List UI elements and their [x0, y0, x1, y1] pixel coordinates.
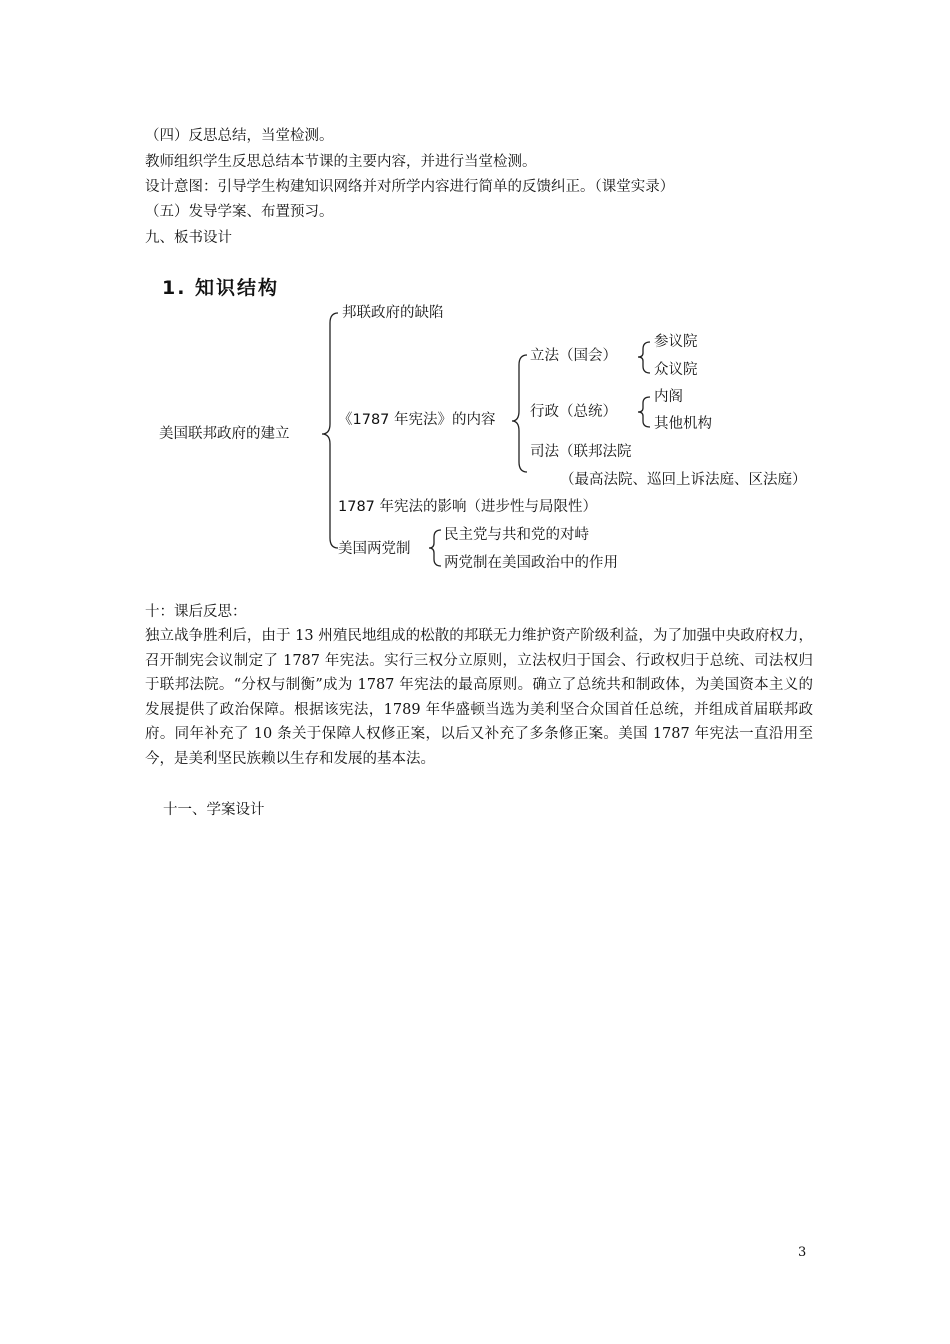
node-executive: 行政（总统）	[530, 404, 617, 420]
section-five-title: （五）发导学案、布置预习。	[145, 204, 334, 220]
section-nine-title: 九、板书设计	[145, 230, 232, 246]
node-judicial: 司法（联邦法院	[530, 444, 632, 460]
node-courts: （最高法院、巡回上诉法庭、区法庭）	[560, 472, 807, 488]
content-brace	[512, 355, 527, 472]
executive-brace	[638, 397, 650, 427]
reflection-title: 十：课后反思：	[145, 604, 247, 620]
node-party-role: 两党制在美国政治中的作用	[444, 555, 618, 571]
branch-constitution-impact: 1787 年宪法的影响（进步性与局限性）	[338, 499, 598, 515]
node-legislative: 立法（国会）	[530, 348, 617, 364]
branch-confederation-defects: 邦联政府的缺陷	[342, 305, 444, 321]
branch-two-party-system: 美国两党制	[338, 541, 411, 557]
reflection-body: 独立战争胜利后，由于 13 州殖民地组成的松散的邦联无力维护资产阶级利益，为了加强中央政府权力，召开制宪会议制定了 1787 年宪法。实行三权分立原则，立法权归于国会、行政权归于总统、司法权归于联邦法院。“分权与制衡”成为 1787 年宪法的最高原则。确立了总统共和制政体，为美国资本主义的发展提供了政治保障。根据该宪法，1789 年华盛顿当选为美利坚合众国首任总统，并组成首届联邦政府。同年补充了 10 条关于保障人权修正案，以后又补充了多条修正案。美国 1787 年宪法一直沿用至今，是美利坚民族赖以生存和发展的基本法。	[145, 628, 813, 767]
node-senate: 参议院	[654, 334, 698, 350]
design-intent: 设计意图：引导学生构建知识网络并对所学内容进行简单的反馈纠正。（课堂实录）	[145, 179, 675, 195]
branch-constitution-content: 《1787 年宪法》的内容	[338, 412, 496, 428]
section-four-body: 教师组织学生反思总结本节课的主要内容，并进行当堂检测。	[145, 154, 537, 170]
page-number: 3	[798, 1245, 807, 1260]
diagram-title: 1. 知识结构	[162, 277, 280, 299]
node-house: 众议院	[654, 362, 698, 378]
node-other-agencies: 其他机构	[654, 416, 712, 432]
section-eleven-title: 十一、学案设计	[163, 802, 265, 818]
party-brace	[429, 530, 441, 566]
root-brace	[322, 313, 338, 548]
section-four-title: （四）反思总结，当堂检测。	[145, 128, 334, 144]
node-cabinet: 内阁	[654, 389, 683, 405]
root-node: 美国联邦政府的建立	[159, 426, 290, 442]
node-party-rivalry: 民主党与共和党的对峙	[444, 527, 589, 543]
legislative-brace	[638, 342, 650, 373]
